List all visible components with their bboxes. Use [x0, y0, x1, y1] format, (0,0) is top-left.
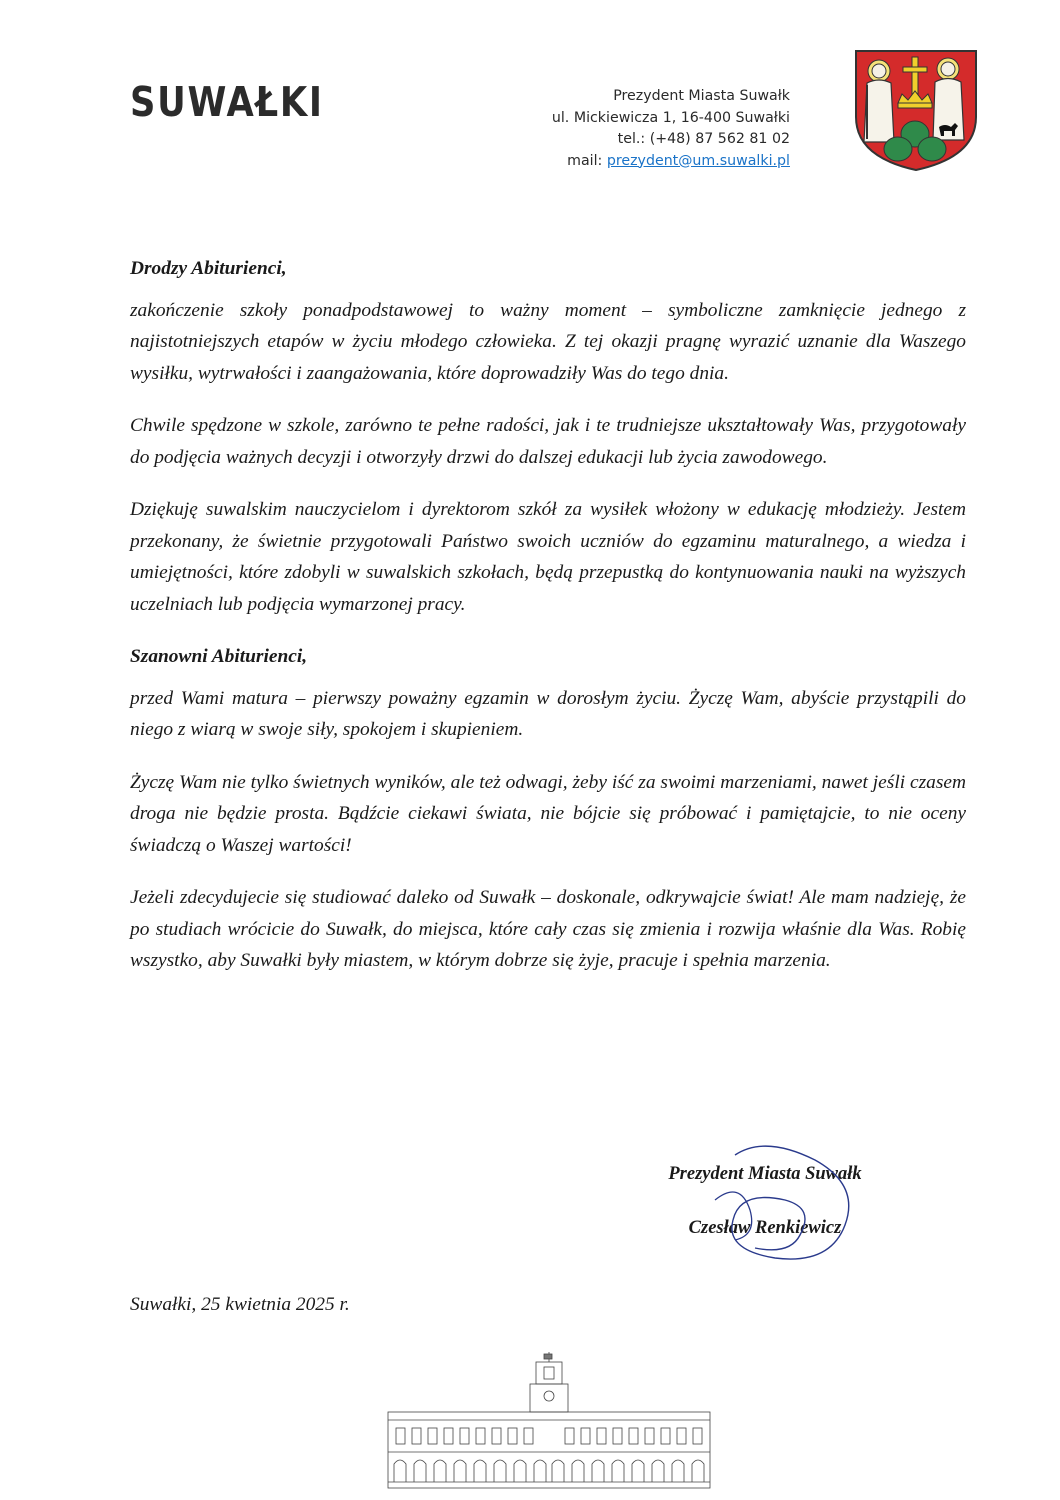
paragraph-4: przed Wami matura – pierwszy poważny egzamin w dorosłym życiu. Życzę Wam, abyście przystąpili do niego z wiarą w swoje siły, spokojem i skupieniem. [130, 687, 966, 740]
paragraph-3: Dziękuję suwalskim nauczycielom i dyrektorom szkół za wysiłek włożony w edukację młodzieży. Jestem przekonany, że świetnie przygotowali Państwo swoich uczniów do egzaminu maturalnego, a wiedza i umiejętności, które zdobyli w suwalskich szkołach, będą przepustką do kontynuowania nauki na wyższych uczelniach lub podjęcia wymarzonej pracy. [130, 499, 966, 615]
mail-link[interactable]: prezydent@um.suwalki.pl [606, 152, 790, 169]
suwalki-coat-of-arms-icon [851, 47, 981, 173]
handwritten-signature-icon [695, 1140, 865, 1270]
paragraph-6: Jeżeli zdecydujecie się studiować daleko od Suwałk – doskonale, odkrywajcie świat! Ale mam nadzieję, że po studiach wrócicie do Suwałk, do miejsca, które cały czas się zmienia i rozwija właśnie dla Was. Robię wszystko, aby Suwałki były miastem, w którym dobrze się żyje, pracuje i spełnia marzenia. [130, 887, 966, 971]
contact-block [552, 86, 790, 172]
office-phone: tel.: (+48) 87 562 81 02 [617, 131, 790, 147]
office-mail [552, 151, 790, 173]
paragraph-2: Chwile spędzone w szkole, zarówno te pełne radości, jak i te trudniejsze ukształtowały Was, przygotowały do podjęcia ważnych decyzji i otworzyły drzwi do dalszej edukacji lub życia zawodowego. [130, 415, 966, 468]
paragraph-5: Życzę Wam nie tylko świetnych wyników, ale też odwagi, żeby iść za swoimi marzeniami, nawet jeśli czasem droga nie będzie prosta. Bądźcie ciekawi świata, nie bójcie się próbować i pamiętajcie, to nie oceny świadczą o Waszej wartości! [130, 771, 966, 856]
signatory-name: Czesław Renkiewicz [688, 1218, 842, 1238]
town-hall-drawing-icon [384, 1350, 714, 1490]
place-and-date: Suwałki, 25 kwietnia 2025 r. [130, 1294, 350, 1315]
signatory-title: Prezydent Miasta Suwałk [668, 1164, 862, 1184]
office-name: Prezydent Miasta Suwałk [613, 88, 790, 104]
paragraph-1: zakończenie szkoły ponadpodstawowej to ważny moment – symboliczne zamknięcie jednego z najistotniejszych etapów w życiu młodego człowieka. Z tej okazji pragnę wyrazić uznanie dla Waszego wysiłku, wytrwałości i zaangażowania, które doprowadziły Was do tego dnia. [130, 299, 966, 384]
salutation-respected: Szanowni Abiturienci, [130, 646, 308, 667]
logo-wordmark: SUWAŁKI [130, 78, 324, 126]
letter-body [130, 253, 966, 998]
salutation-graduates: Drodzy Abiturienci, [130, 258, 287, 279]
mail-label: mail: [567, 152, 607, 169]
office-address: ul. Mickiewicza 1, 16-400 Suwałki [551, 109, 790, 126]
